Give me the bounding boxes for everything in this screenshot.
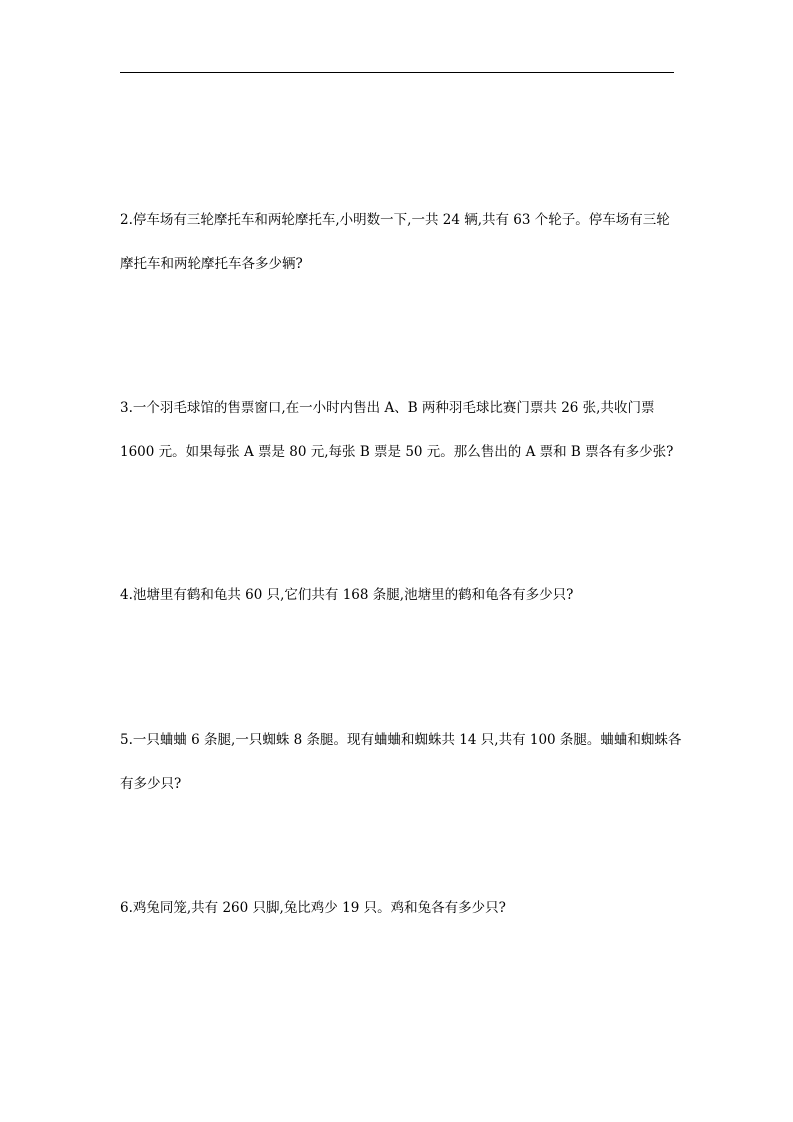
problem-2 [120, 198, 680, 286]
problem-3-line-2: 1600 元。如果每张 A 票是 80 元,每张 B 票是 50 元。那么售出的 A 票和 B 票各有多少张? [120, 444, 674, 460]
problem-5 [120, 718, 680, 806]
problem-4 [120, 573, 680, 617]
problem-3-line-1: 3.一个羽毛球馆的售票窗口,在一小时内售出 A、B 两种羽毛球比赛门票共 26 张,共收门票 [120, 400, 655, 416]
problem-6-line-1: 6.鸡兔同笼,共有 260 只脚,兔比鸡少 19 只。鸡和兔各有多少只? [120, 900, 506, 916]
problem-3 [120, 386, 680, 474]
problem-2-line-1: 2.停车场有三轮摩托车和两轮摩托车,小明数一下,一共 24 辆,共有 63 个轮子。停车场有三轮 [120, 212, 670, 228]
header-rule [120, 72, 674, 73]
problem-5-line-2: 有多少只? [120, 776, 182, 792]
problem-5-line-1: 5.一只蛐蛐 6 条腿,一只蜘蛛 8 条腿。现有蛐蛐和蜘蛛共 14 只,共有 100 条腿。蛐蛐和蜘蛛各 [120, 732, 682, 748]
problem-6 [120, 886, 680, 930]
problem-2-line-2: 摩托车和两轮摩托车各多少辆? [120, 256, 303, 272]
problem-4-line-1: 4.池塘里有鹤和龟共 60 只,它们共有 168 条腿,池塘里的鹤和龟各有多少只? [120, 587, 574, 603]
